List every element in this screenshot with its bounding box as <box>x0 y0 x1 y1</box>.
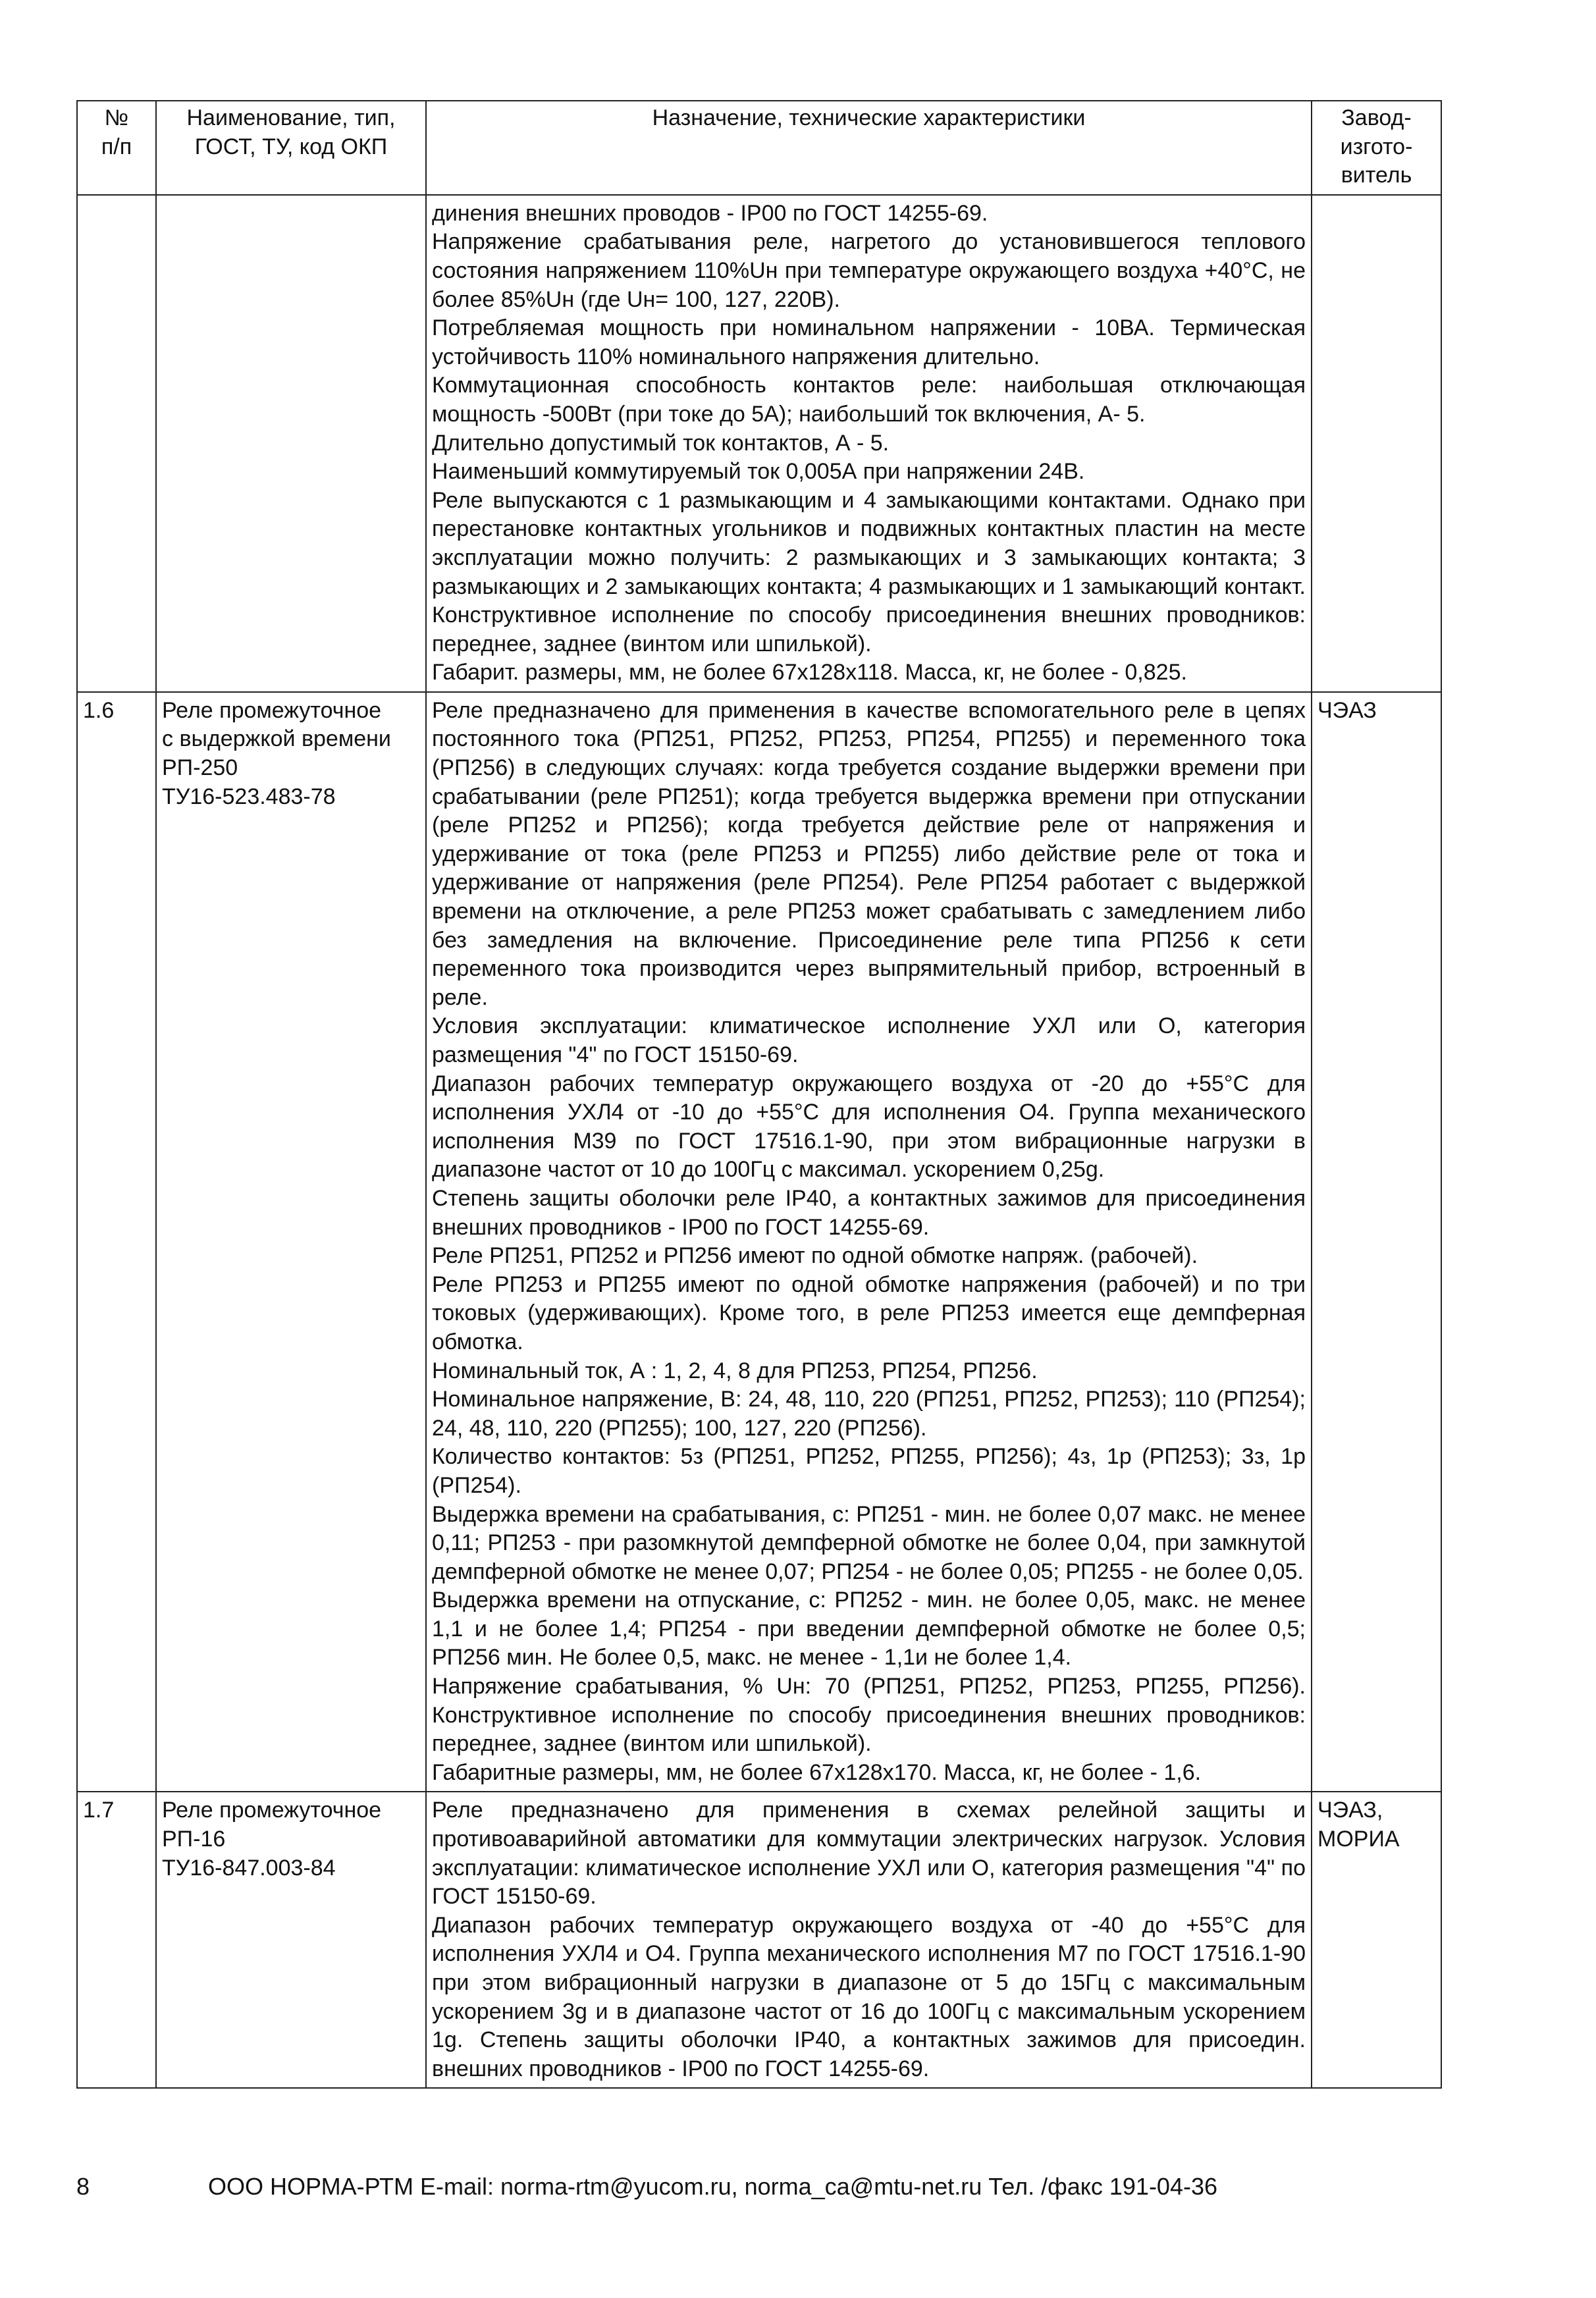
desc-paragraph: Напряжение срабатывания реле, нагретого до установившегося теплового состояния напряжением 110%Uн при температуре окружающего воздуха +40°С, не более 85%Uн (где Uн= 100, 127, 220В). <box>432 229 1306 312</box>
product-spec-line: ТУ16-847.003-84 <box>162 1855 336 1881</box>
manufacturer: ЧЭАЗ <box>1317 697 1377 723</box>
desc-paragraph: Условия эксплуатации: климатическое исполнение УХЛ или О, категория размещения "4" по ГОСТ 15150-69. <box>432 1013 1306 1067</box>
header-name-line: Наименование, тип, <box>186 105 396 130</box>
desc-paragraph: Реле предназначено для применения в схемах релейной защиты и противоаварийной автоматики для коммутации электрических нагрузок. Условия эксплуатации: климатическое исполнение УХЛ или О, категория размещения "4" по ГОСТ 15150-69. <box>432 1798 1306 1910</box>
product-name-line: Реле промежуточное <box>162 1798 382 1823</box>
product-name-line: Реле промежуточное <box>162 697 382 723</box>
desc-paragraph: Наименьший коммутируемый ток 0,005А при напряжении 24В. <box>432 459 1085 485</box>
page-number: 8 <box>76 2173 90 2200</box>
cell-desc <box>426 195 1312 692</box>
desc-paragraph: Реле РП253 и РП255 имеют по одной обмотке напряжения (рабочей) и по три токовых (удерживающих). Кроме того, в реле РП253 имеется еще демпферная обмотка. <box>432 1271 1306 1354</box>
desc-paragraph: динения внешних проводов - IP00 по ГОСТ 14255-69. <box>432 200 988 226</box>
cell-maker <box>1312 195 1441 692</box>
desc-paragraph: Диапазон рабочих температур окружающего воздуха от -40 до +55°С для исполнения УХЛ4 и О4. Группа механического исполнения М7 по ГОСТ 17516.1-90 при этом вибрационный нагрузки в диапазоне от 5 до 15Гц с максимальным ускорением 3g и в диапазоне частот от 16 до 100Гц с максимальным ускорением 1g. Степень защиты оболочки IP40, а контактных зажимов для присоедин. внешних проводников - IP00 по ГОСТ 14255-69. <box>432 1912 1306 2081</box>
item-number: 1.6 <box>83 697 115 723</box>
desc-paragraph: Выдержка времени на срабатывания, с: РП251 - мин. не более 0,07 макс. не менее 0,11; РП253 - при разомкнутой демпферной обмотке не более 0,04, при замкнутой демпферной обмотке не менее 0,07; РП254 - не более 0,05; РП255 - не более 0,05. <box>432 1501 1306 1584</box>
header-name <box>156 101 426 195</box>
cell-maker <box>1312 1792 1441 2088</box>
cell-desc <box>426 1792 1312 2088</box>
manufacturer: ЧЭАЗ, <box>1317 1798 1383 1823</box>
desc-paragraph: Номинальное напряжение, В: 24, 48, 110, 220 (РП251, РП252, РП253); 110 (РП254); 24, 48, 110, 220 (РП255); 100, 127, 220 (РП256). <box>432 1387 1306 1441</box>
header-maker-line: Завод- <box>1341 105 1412 130</box>
cell-name <box>156 195 426 692</box>
table-row-1-6 <box>77 692 1441 1792</box>
desc-paragraph: Габарит. размеры, мм, не более 67х128х118. Масса, кг, не более - 0,825. <box>432 660 1187 685</box>
header-num-line: п/п <box>101 134 132 159</box>
cell-name <box>156 692 426 1792</box>
manufacturer: МОРИА <box>1317 1827 1400 1852</box>
cell-name <box>156 1792 426 2088</box>
desc-paragraph: Потребляемая мощность при номинальном напряжении - 10ВА. Термическая устойчивость 110% номинального напряжения длительно. <box>432 315 1306 369</box>
cell-num <box>77 1792 156 2088</box>
header-num <box>77 101 156 195</box>
cell-num <box>77 692 156 1792</box>
header-maker <box>1312 101 1441 195</box>
table-header-row <box>77 101 1441 195</box>
desc-paragraph: Коммутационная способность контактов реле: наибольшая отключающая мощность -500Вт (при токе до 5А); наибольший ток включения, А- 5. <box>432 373 1306 427</box>
desc-paragraph: Диапазон рабочих температур окружающего воздуха от -20 до +55°С для исполнения УХЛ4 от -10 до +55°С для исполнения О4. Группа механического исполнения М39 по ГОСТ 17516.1-90, при этом вибрационные нагрузки в диапазоне частот от 10 до 100Гц с максимал. ускорением 0,25g. <box>432 1071 1306 1183</box>
header-desc <box>426 101 1312 195</box>
header-desc-line: Назначение, технические характеристики <box>652 105 1086 130</box>
desc-paragraph: Выдержка времени на отпускание, с: РП252 - мин. не более 0,05, макс. не менее 1,1 и не более 1,4; РП254 - при введении демпферной обмотке не более 0,5; РП256 мин. Не более 0,5, макс. не менее - 1,1и не более 1,4. <box>432 1588 1306 1670</box>
desc-paragraph: Степень защиты оболочки реле IP40, а контактных зажимов для присоединения внешних проводников - IP00 по ГОСТ 14255-69. <box>432 1185 1306 1240</box>
desc-paragraph: Реле предназначено для применения в качестве вспомогательного реле в цепях постоянного тока (РП251, РП252, РП253, РП254, РП255) и переменного тока (РП256) в следующих случаях: когда требуется создание выдержки времени при срабатывании (реле РП251); когда требуется выдержка времени при отпускании (реле РП252 и РП256); когда требуется действие реле от напряжения и удерживание от тока (реле РП253 и РП255) либо действие реле от тока и удерживание от напряжения (реле РП254). Реле РП254 работает с выдержкой времени на отключение, а реле РП253 может срабатывать с замедлением либо без замедления на включение. Присоединение реле типа РП256 к сети переменного тока производится через выпрямительный прибор, встроенный в реле. <box>432 697 1306 1010</box>
cell-num <box>77 195 156 692</box>
item-number: 1.7 <box>83 1798 115 1823</box>
footer-contacts: ООО НОРМА-РТМ E-mail: norma-rtm@yucom.ru, norma_ca@mtu-net.ru Тел. /факс 191-04-36 <box>208 2173 1218 2200</box>
desc-paragraph: Реле выпускаются с 1 размыкающим и 4 замыкающими контактами. Однако при перестановке контактных угольников и подвижных контактных пластин на месте эксплуатации можно получить: 2 размыкающих и 3 замыкающих контакта; 3 размыкающих и 2 замыкающих контакта; 4 размыкающих и 1 замыкающий контакт. Конструктивное исполнение по способу присоединения внешних проводников: переднее, заднее (винтом или шпилькой). <box>432 487 1306 656</box>
cell-desc <box>426 692 1312 1792</box>
header-maker-line: изгото- <box>1340 134 1413 159</box>
product-name-line: с выдержкой времени <box>162 726 391 752</box>
desc-paragraph: Номинальный ток, А : 1, 2, 4, 8 для РП253, РП254, РП256. <box>432 1358 1038 1383</box>
header-maker-line: витель <box>1341 163 1412 188</box>
header-name-line: ГОСТ, ТУ, код ОКП <box>194 134 388 159</box>
table-row-1-7 <box>77 1792 1441 2088</box>
product-spec-line: ТУ16-523.483-78 <box>162 784 336 809</box>
cell-maker <box>1312 692 1441 1792</box>
desc-paragraph: Реле РП251, РП252 и РП256 имеют по одной обмотке напряж. (рабочей). <box>432 1243 1198 1269</box>
desc-paragraph: Габаритные размеры, мм, не более 67х128х170. Масса, кг, не более - 1,6. <box>432 1759 1202 1785</box>
desc-paragraph: Напряжение срабатывания, % Uн: 70 (РП251, РП252, РП253, РП255, РП256). Конструктивное исполнение по способу присоединения внешних проводников: переднее, заднее (винтом или шпилькой). <box>432 1674 1306 1757</box>
spec-table <box>76 100 1442 2089</box>
desc-paragraph: Количество контактов: 5з (РП251, РП252, РП255, РП256); 4з, 1р (РП253); 3з, 1р (РП254). <box>432 1444 1306 1498</box>
product-type-line: РП-250 <box>162 755 238 781</box>
header-num-line: № <box>104 105 129 130</box>
page-footer <box>76 2170 1441 2210</box>
desc-paragraph: Длительно допустимый ток контактов, А - 5. <box>432 430 890 456</box>
product-type-line: РП-16 <box>162 1827 226 1852</box>
table-row-continuation <box>77 195 1441 692</box>
